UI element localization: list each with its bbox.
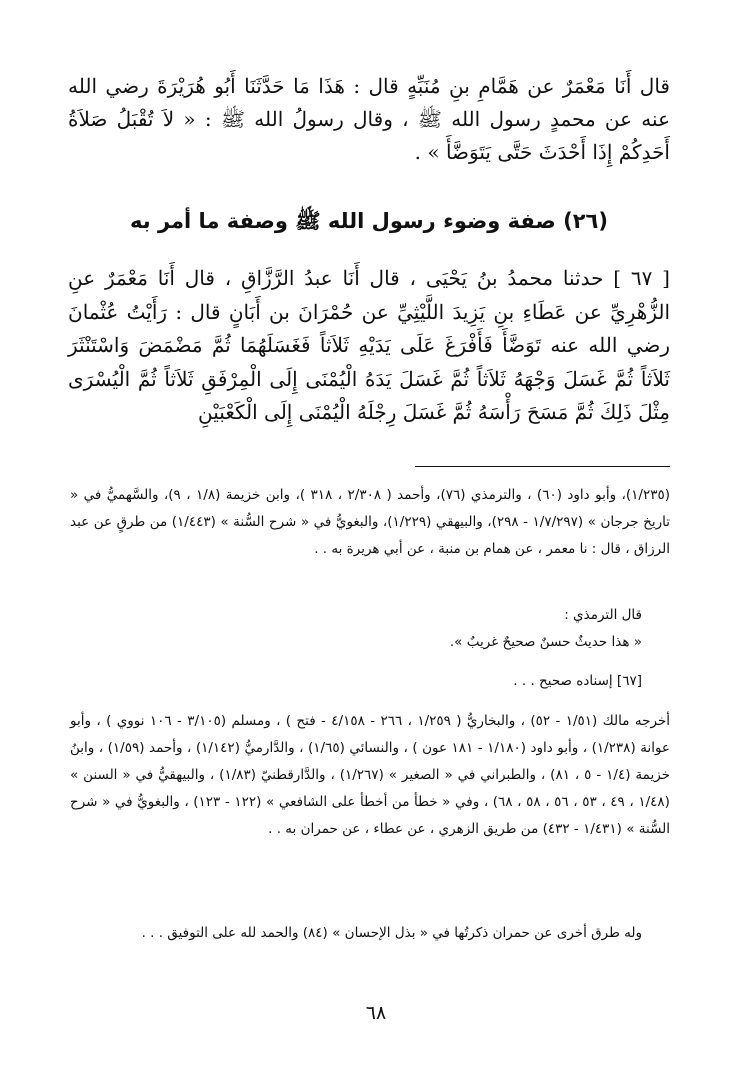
- footnote-paragraph: (١/٢٣٥)، وأبو داود (٦٠) ، والترمذي (٧٦)، وأحمد ( ٢/٣٠٨ ، ٣١٨ )، وابن خزيمة (١/٨ ، ٩)، والسَّهميُّ في « تاريخ جرجان » (١/٧/٢٩٧ - ٢٩٨)، والبيهقي (١/٢٢٩)، والبغويُّ في « شرح السُّنة » (١/٤٤٣) من طرقٍ عن عبد الرزاق ، قال : نا معمر ، عن همام بن منبة ، عن أبي هريرة به . .: [70, 487, 670, 557]
- tirmidhi-quote-block: [70, 602, 642, 656]
- tirmidhi-quote: « هذا حديثٌ حسنٌ صحيحٌ غريبٌ ».: [449, 634, 642, 650]
- footnote-takhrij-67: [70, 708, 670, 843]
- hadith-paragraph: [ ٦٧ ] حدثنا محمدُ بنُ يَحْيَى ، قال أَنَا عبدُ الرَّزَّاقِ ، قال أَنَا مَعْمَرٌ عنِ الزُّهْرِيِّ عن عَطَاءِ بنِ يَزِيدَ اللَّيْثِيِّ عن حُمْرَانَ بن أَبَانٍ قال : رَأَيْتُ عُثْمانَ رضي الله عنه تَوَضَّأَ فَأَفْرَغَ عَلَى يَدَيْهِ ثَلاَثاً فَغَسَلَهُمَا ثُمَّ مَضْمَضَ وَاسْتَنْثَرَ ثَلاَثاً ثُمَّ غَسَلَ وَجْهَهُ ثَلاَثاً ثُمَّ غَسَلَ يَدَهُ الْيُمْنَى إِلَى الْمِرْفَقِ ثَلاَثاً ثُمَّ الْيُسْرَى مِثْلَ ذَلِكَ ثُمَّ مَسَحَ رَأْسَهُ ثُمَّ غَسَلَ رِجْلَهُ الْيُمْنَى إِلَى الْكَعْبَيْنِ: [68, 266, 670, 424]
- section-heading: (٢٦) صفة وضوء رسول الله ﷺ وصفة ما أمر به: [130, 209, 608, 233]
- isnad-text: [٦٧] إسناده صحيح . . .: [513, 673, 642, 689]
- hadith-text-block: [68, 262, 670, 430]
- opening-paragraph: قال أَنَا مَعْمَرٌ عن هَمَّامِ بنِ مُنَبِّهٍ قال : هَذَا مَا حَدَّثَنَا أَبُو هُرَيْرَةَ رضي الله عنه عن محمدٍ رسول الله ﷺ ، وقال رسولُ الله ﷺ : « لاَ تُقْبَلُ صَلاَةُ أَحَدِكُمْ إِذَا أَحْدَثَ حَتَّى يَتَوَضَّأَ » .: [68, 74, 670, 164]
- footnote-paragraph: أخرجه مالك (١/٥١ - ٥٢) ، والبخاريُّ ( ١/٢٥٩ ، ٢٦٦ - ٤/١٥٨ - فتح ) ، ومسلم (٣/١٠٥ - ١٠٦ نووي ) ، وأبو عوانة (١/٢٣٨) ، وأبو داود (١/١٨٠ - ١٨١ عون ) ، والنسائي (١/٦٥) ، والدَّارميُّ (١/١٤٢) ، وأحمد (١/٥٩) ، وابنُ خزيمة (١/٤ - ٥ ، ٨١) ، والطبراني في « الصغير » (١/٢٦٧) ، والدَّارقطنيّ (١/٨٣) ، والبيهقيُّ في « السنن » (١/٤٨ ، ٤٩ ، ٥٣ ، ٥٦ ، ٥٨ ، ٦٨) ، وفي « خطأ من أخطأ على الشافعي » (١٢٢ - ١٢٣) ، والبغويُّ في « شرح السُّنة » (١/٤٣١ - ٤٣٢) من طريق الزهري ، عن عطاء ، عن حمران به . .: [70, 713, 670, 837]
- main-text-block: [68, 70, 670, 169]
- footnote-divider: [415, 466, 670, 467]
- footnote-paragraph: وله طرق أخرى عن حمران ذكرتُها في « بذل الإحسان » (٨٤) والحمد لله على التوفيق . . .: [141, 925, 642, 941]
- page-number: ٦٨: [365, 1002, 387, 1024]
- isnad-note: [70, 668, 642, 695]
- tirmidhi-label: قال الترمذي :: [564, 607, 642, 623]
- footnote-other-routes: [70, 920, 670, 947]
- footnote-takhrij-previous: [70, 482, 670, 563]
